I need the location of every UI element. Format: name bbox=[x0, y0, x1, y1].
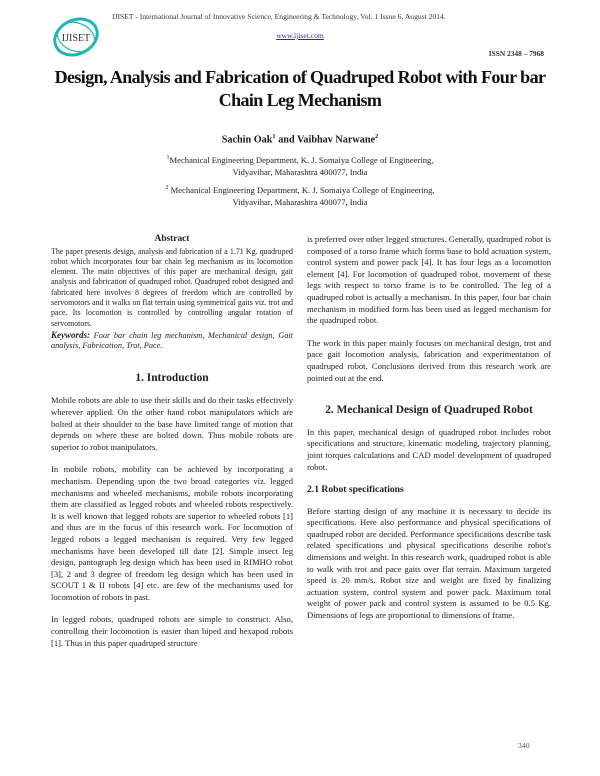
subsection-heading-robot-specifications: 2.1 Robot specifications bbox=[307, 484, 404, 496]
right-column bbox=[307, 234, 551, 622]
keywords-label: Keywords: bbox=[51, 329, 90, 340]
author-line bbox=[0, 133, 600, 145]
paragraph: In mobile robots, mobility can be achieved by incorporating a mechanism. Depending upon the two broad categories viz. legged mechanisms and wheeled mechanisms, mobile robots incorporating them are classified as legged robots and wheeled robots respectively. It is well known that legged robots are superior to wheeled robots [1] and thus are in the focus of this research work. For locomotion of legged robots a legged mechanism is required. Very few legged mechanisms have been developed till date [2]. Simple insect leg design, pantograph leg design which has been used in RIMHO robot [3], 2 and 3 degree of freedom leg design which has been used in SCOUT I & II robots [4] etc. are few of the mechanisms used for locomotion of robots in past. bbox=[51, 464, 293, 602]
author-name: Vaibhav Narwane bbox=[297, 134, 376, 146]
journal-citation: IJISET - International Journal of Innovative Science, Engineering & Technology, Vol. 1 Issue 6, August 2014. bbox=[112, 12, 446, 21]
abstract-heading: Abstract bbox=[154, 234, 190, 244]
paragraph: In legged robots, quadruped robots are simple to construct. Also, controlling their locomotion is easier than biped and hexapod robots [1]. Thus in this paper quadruped structure bbox=[51, 614, 293, 648]
paragraph: Mobile robots are able to use their skills and do their tasks effectively wherever applied. On the other hand robot manipulators which are bolted at their shoulder to the base have limited range of motion that depends on where these are bolted down. Thus mobile robots are superior to robot manipulators. bbox=[51, 395, 293, 452]
paper-title: Design, Analysis and Fabrication of Quadruped Robot with Four bar Chain Leg Mechanism bbox=[54, 67, 546, 110]
abstract-text: The paper presents design, analysis and fabrication of a 1.71 Kg. quadruped robot which incorporates four bar chain leg mechanism as its locomotion element. The main objectives of this paper are mechanical design, gait analysis and fabrication of quadruped robot. Quadruped robot designed and fabricated here involves 8 degrees of freedom which are controlled by servomotors and it walks on flat terrain using symmetrical gaits viz. trot and pace. Its locomotion is controlled by controlling angular rotation of servomotors. bbox=[51, 246, 293, 328]
author-joiner: and bbox=[275, 134, 297, 146]
paragraph: is preferred over other legged structures. Generally, quadruped robot is composed of a torso frame which forms base to hold actuation system, control system and power pack [4]. It has four legs as a locomotion element [4]. For locomotion of quadruped robot, movement of these legs with respect to torso frame is to be controlled. The leg of a quadruped robot is actually a mechanism. In this paper, four bar chain mechanism in modified form has been used as legged mechanism for the quadruped robot. bbox=[307, 234, 551, 326]
keywords-text: Four bar chain leg mechanism, Mechanical design, Gait analysis, Fabrication, Trot, Pace. bbox=[51, 330, 293, 351]
left-column bbox=[51, 234, 293, 649]
affiliation-sup: 2 bbox=[165, 185, 169, 191]
journal-url-link[interactable]: www.ijiset.com bbox=[276, 31, 324, 40]
affiliation-line: Mechanical Engineering Department, K. J. Somaiya College of Engineering, bbox=[169, 154, 434, 165]
section-heading-introduction: 1. Introduction bbox=[135, 371, 209, 384]
paragraph: The work in this paper mainly focuses on mechanical design, trot and pace gait locomotion analysis, fabrication and experimentation of quadruped robot. Conclusions derived from this research work are pointed out at the end. bbox=[307, 337, 551, 383]
affiliation-line: Vidyavihar, Maharashtra 400077, India bbox=[232, 196, 368, 207]
author-sup: 1 bbox=[272, 133, 276, 140]
affiliation-line: Vidyavihar, Maharashtra 400077, India bbox=[232, 166, 368, 177]
page-number: 340 bbox=[518, 741, 530, 750]
issn-label: ISSN 2348 – 7968 bbox=[488, 49, 544, 58]
author-sup: 2 bbox=[375, 133, 379, 140]
affiliation-sup: 1 bbox=[166, 155, 170, 161]
svg-text:IJISET: IJISET bbox=[61, 33, 91, 44]
paragraph: In this paper, mechanical design of quadruped robot includes robot specifications and structure, kinematic modeling, trajectory planning, joint torques calculations and CAD model development of quadruped robot. bbox=[307, 426, 551, 472]
author-name: Sachin Oak bbox=[221, 134, 273, 146]
section-heading-mechanical-design: 2. Mechanical Design of Quadruped Robot bbox=[325, 404, 533, 417]
paragraph: Before starting design of any machine it is necessary to decide its specifications. Here also performance and physical specifications of quadruped robot are decided. Performance specifications describe task related specifications and physical specifications describe robot's dimensions and weight. In this research work, quadruped robot is able to walk with trot and pace gaits over flat terrain. Maximum targeted speed is 20 mm/s. Robot size and weight are fixed by finalizing actuation system, control system and power pack. Maximum total weight of power pack and control system is assumed to be 0.5 Kg. Dimensions of legs are proportional to dimensions of frame. bbox=[307, 505, 551, 621]
keywords bbox=[51, 330, 293, 352]
affiliation-line: Mechanical Engineering Department, K. J. Somaiya College of Engineering, bbox=[170, 184, 435, 195]
affiliation-2 bbox=[0, 182, 600, 208]
affiliation-1 bbox=[0, 152, 600, 178]
